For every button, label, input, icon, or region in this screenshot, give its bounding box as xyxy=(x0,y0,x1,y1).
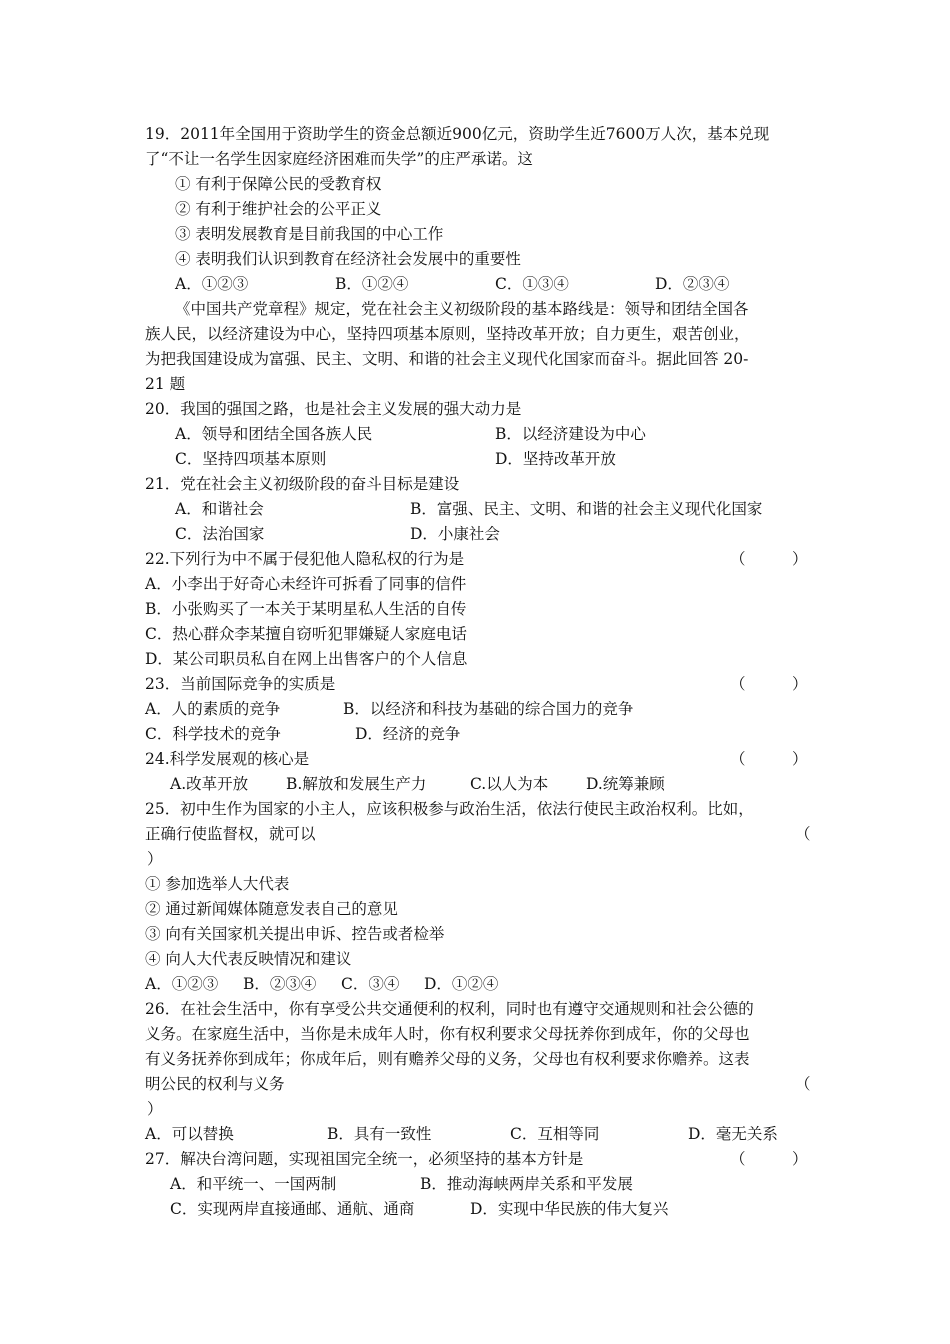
q25-option-c: C．③④ xyxy=(341,975,400,993)
q21-option-a: A．和谐社会 xyxy=(175,500,264,518)
q22-option-a: A．小李出于好奇心未经许可拆看了同事的信件 xyxy=(145,575,467,593)
q26-option-b: B．具有一致性 xyxy=(327,1125,432,1143)
q21-stem: 21．党在社会主义初级阶段的奋斗目标是建设 xyxy=(145,475,460,493)
q26-option-d: D．毫无关系 xyxy=(688,1125,778,1143)
q24-option-a: A.改革开放 xyxy=(170,775,249,793)
q26-answer-paren-open: （ xyxy=(795,1075,811,1093)
q25-statement-2: ② 通过新闻媒体随意发表自己的意见 xyxy=(145,900,398,918)
q23-stem: 23．当前国际竞争的实质是 xyxy=(145,675,336,693)
q21-option-b: B．富强、民主、文明、和谐的社会主义现代化国家 xyxy=(410,500,763,518)
passage-line1: 《中国共产党章程》规定，党在社会主义初级阶段的基本路线是：领导和团结全国各 xyxy=(175,300,749,318)
q27-answer-paren: （ ） xyxy=(730,1150,808,1168)
q23-answer-paren: （ ） xyxy=(730,675,808,693)
q26-option-c: C．互相等同 xyxy=(510,1125,600,1143)
passage-line3: 为把我国建设成为富强、民主、文明、和谐的社会主义现代化国家而奋斗。据此回答 20- xyxy=(145,350,749,368)
q25-answer-paren-close: ） xyxy=(147,850,163,868)
q25-stem-line2: 正确行使监督权，就可以 xyxy=(145,825,316,843)
q19-option-a: A．①②③ xyxy=(175,275,249,293)
q24-option-c: C.以人为本 xyxy=(470,775,549,793)
q20-option-c: C．坚持四项基本原则 xyxy=(175,450,327,468)
q20-option-a: A．领导和团结全国各族人民 xyxy=(175,425,373,443)
q21-option-c: C．法治国家 xyxy=(175,525,265,543)
q20-option-d: D．坚持改革开放 xyxy=(495,450,616,468)
q24-stem: 24.科学发展观的核心是 xyxy=(145,750,310,768)
q22-option-d: D．某公司职员私自在网上出售客户的个人信息 xyxy=(145,650,468,668)
q27-option-b: B．推动海峡两岸关系和平发展 xyxy=(420,1175,633,1193)
q24-option-b: B.解放和发展生产力 xyxy=(286,775,427,793)
q25-statement-3: ③ 向有关国家机关提出申诉、控告或者检举 xyxy=(145,925,445,943)
q22-answer-paren: （ ） xyxy=(730,550,808,568)
q23-option-a: A．人的素质的竞争 xyxy=(145,700,281,718)
q19-statement-2: ② 有利于维护社会的公平正义 xyxy=(175,200,382,218)
q26-stem-line1: 26．在社会生活中，你有享受公共交通便利的权利，同时也有遵守交通规则和社会公德的 xyxy=(145,1000,754,1018)
q23-option-b: B．以经济和科技为基础的综合国力的竞争 xyxy=(343,700,634,718)
q22-stem: 22.下列行为中不属于侵犯他人隐私权的行为是 xyxy=(145,550,465,568)
q25-stem-line1: 25．初中生作为国家的小主人，应该积极参与政治生活，依法行使民主政治权利。比如， xyxy=(145,800,754,818)
q22-option-c: C．热心群众李某擅自窃听犯罪嫌疑人家庭电话 xyxy=(145,625,467,643)
q27-option-c: C．实现两岸直接通邮、通航、通商 xyxy=(170,1200,415,1218)
q26-option-a: A．可以替换 xyxy=(145,1125,234,1143)
q24-option-d: D.统筹兼顾 xyxy=(586,775,665,793)
q19-statement-3: ③ 表明发展教育是目前我国的中心工作 xyxy=(175,225,444,243)
q19-stem-line1: 19．2011年全国用于资助学生的资金总额近900亿元，资助学生近7600万人次，基本兑现 xyxy=(145,125,770,143)
q25-option-b: B．②③④ xyxy=(243,975,317,993)
q26-answer-paren-close: ） xyxy=(147,1100,163,1118)
q25-option-d: D．①②④ xyxy=(424,975,499,993)
q19-option-b: B．①②④ xyxy=(335,275,409,293)
q19-stem-line2: 了“不让一名学生因家庭经济困难而失学”的庄严承诺。这 xyxy=(145,150,533,168)
q25-statement-1: ① 参加选举人大代表 xyxy=(145,875,290,893)
q26-stem-line3: 有义务抚养你到成年；你成年后，则有赡养父母的义务，父母也有权利要求你赡养。这表 xyxy=(145,1050,750,1068)
q26-stem-line2: 义务。在家庭生活中，当你是未成年人时，你有权利要求父母抚养你到成年，你的父母也 xyxy=(145,1025,750,1043)
q25-option-a: A．①②③ xyxy=(145,975,219,993)
q19-statement-4: ④ 表明我们认识到教育在经济社会发展中的重要性 xyxy=(175,250,521,268)
q24-answer-paren: （ ） xyxy=(730,750,808,768)
q20-option-b: B．以经济建设为中心 xyxy=(495,425,646,443)
q23-option-d: D．经济的竞争 xyxy=(355,725,461,743)
q21-option-d: D．小康社会 xyxy=(410,525,500,543)
q26-stem-line4: 明公民的权利与义务 xyxy=(145,1075,285,1093)
passage-line2: 族人民，以经济建设为中心，坚持四项基本原则，坚持改革开放；自力更生，艰苦创业， xyxy=(145,325,750,343)
q19-option-d: D．②③④ xyxy=(655,275,730,293)
q19-option-c: C．①③④ xyxy=(495,275,569,293)
q20-stem: 20．我国的强国之路，也是社会主义发展的强大动力是 xyxy=(145,400,522,418)
q27-stem: 27．解决台湾问题，实现祖国完全统一，必须坚持的基本方针是 xyxy=(145,1150,584,1168)
passage-line4: 21 题 xyxy=(145,375,186,393)
q25-statement-4: ④ 向人大代表反映情况和建议 xyxy=(145,950,352,968)
q22-option-b: B．小张购买了一本关于某明星私人生活的自传 xyxy=(145,600,467,618)
q27-option-d: D．实现中华民族的伟大复兴 xyxy=(470,1200,669,1218)
q25-answer-paren-open: （ xyxy=(795,825,811,843)
q27-option-a: A．和平统一、一国两制 xyxy=(170,1175,337,1193)
q19-statement-1: ① 有利于保障公民的受教育权 xyxy=(175,175,382,193)
q23-option-c: C．科学技术的竞争 xyxy=(145,725,281,743)
